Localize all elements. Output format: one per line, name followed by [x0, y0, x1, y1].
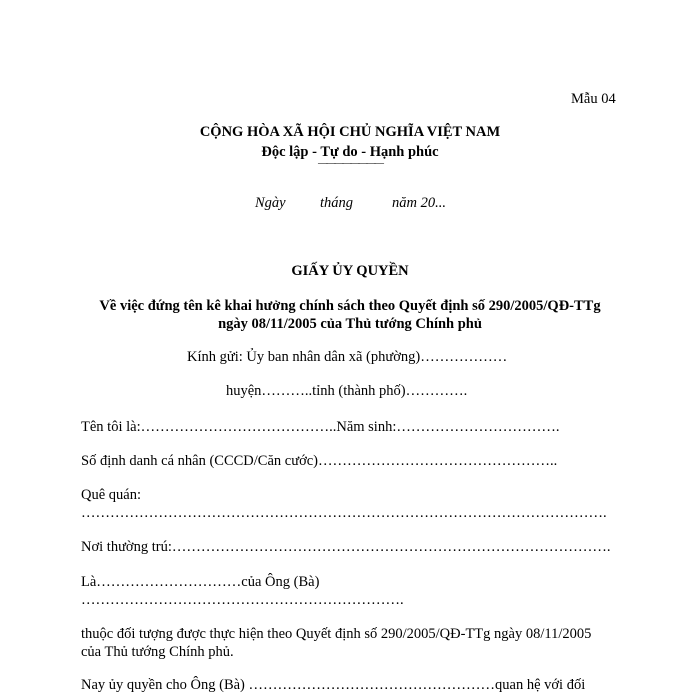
document-title: GIẤY ỦY QUYỀN: [291, 263, 409, 279]
authorize-line: Nay ủy quyền cho Ông (Bà) ……………………………………………quan hệ với đối: [81, 677, 586, 693]
header-divider: ————————: [318, 158, 382, 169]
hometown-dots: ……………………………………………………………………………………………….: [81, 505, 607, 521]
recipient-line-1: Kính gửi: Ủy ban nhân dân xã (phường)………………: [187, 349, 508, 365]
date-month: tháng: [320, 195, 354, 211]
subject-line-2: ngày 08/11/2005 của Thủ tướng Chính phủ: [218, 316, 482, 332]
body-line-1: thuộc đối tượng được thực hiện theo Quyết định số 290/2005/QĐ-TTg ngày 08/11/2005: [81, 626, 592, 642]
body-line-2: của Thủ tướng Chính phủ.: [81, 644, 234, 660]
national-motto: Độc lập - Tự do - Hạnh phúc: [261, 144, 439, 160]
date-day: Ngày: [255, 195, 286, 211]
name-field: Tên tôi là:…………………………………..Năm sinh:…………………………….: [81, 419, 560, 435]
hometown-label: Quê quán:: [81, 487, 141, 503]
id-number-field: Số định danh cá nhân (CCCD/Căn cước)…………………………………………..: [81, 453, 558, 469]
residence-field: Nơi thường trú:……………………………………………………………………………….: [81, 539, 611, 555]
subject-line-1: Về việc đứng tên kê khai hưởng chính sách theo Quyết định số 290/2005/QĐ-TTg: [99, 298, 601, 314]
relation-field: Là…………………………của Ông (Bà): [81, 574, 320, 590]
relation-dots: ………………………………………………………….: [81, 592, 404, 608]
recipient-line-2: huyện………..tỉnh (thành phố)………….: [226, 383, 468, 399]
form-code: Mẫu 04: [571, 91, 616, 107]
date-year: năm 20...: [392, 195, 446, 211]
country-name: CỘNG HÒA XÃ HỘI CHỦ NGHĨA VIỆT NAM: [199, 124, 501, 140]
